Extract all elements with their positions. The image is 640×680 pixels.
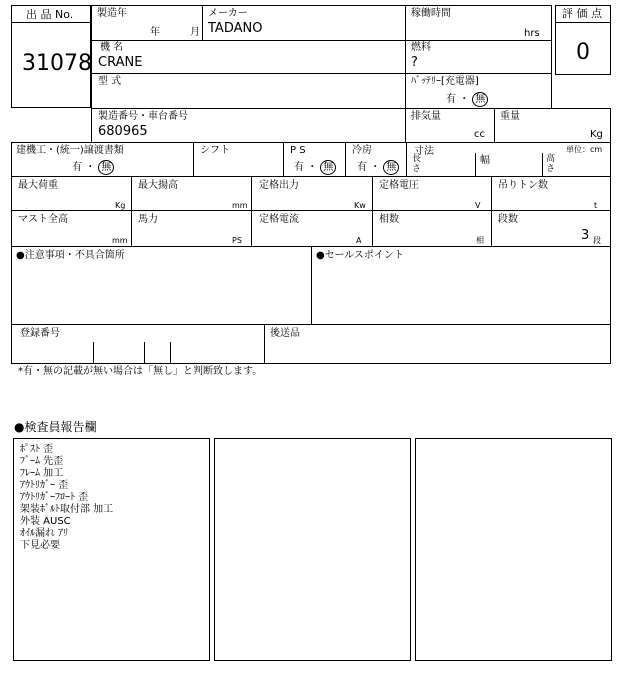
length-label: 長 さ <box>412 154 422 174</box>
report-line: ﾎﾟｽﾄ 歪 <box>20 444 54 455</box>
stages-label: 段数 <box>498 214 518 225</box>
ps-no-circled: 無 <box>320 160 336 175</box>
cooling-no-circled: 無 <box>383 160 399 175</box>
shipping-box <box>264 324 611 364</box>
battery-choice <box>446 92 488 107</box>
ps-yes: 有 <box>294 162 304 173</box>
serial-value: 680965 <box>98 124 148 139</box>
rated-voltage-label: 定格電圧 <box>379 180 419 191</box>
spec-row3-box <box>11 210 611 247</box>
report-line: ｱｳﾄﾘｶﾞｰ 歪 <box>20 480 69 491</box>
year-label: 年 <box>150 27 160 38</box>
ps-dot: ・ <box>307 162 318 173</box>
report-line: 外装 AUSC <box>20 516 71 527</box>
hours-label: 稼働時間 <box>411 8 451 19</box>
stages-value: 3 <box>581 228 590 243</box>
report-box-3 <box>415 438 612 661</box>
maker-label: メーカー <box>208 8 248 19</box>
reg-cell-2 <box>144 342 171 364</box>
fuel-value: ? <box>411 55 418 70</box>
max-lift-unit: mm <box>232 201 248 210</box>
report-box-2 <box>214 438 411 661</box>
report-line: 架装ﾎﾞﾙﾄ取付部 加工 <box>20 504 114 515</box>
max-load-label: 最大荷重 <box>18 180 58 191</box>
month-label: 月 <box>190 27 200 38</box>
phase-unit: 相 <box>476 236 484 245</box>
serial-label: 製造番号・車台番号 <box>98 111 188 122</box>
height-label: 高 さ <box>546 154 556 174</box>
rated-output-label: 定格出力 <box>259 180 299 191</box>
transfer-choice <box>72 160 114 175</box>
fuel-label: 燃料 <box>411 42 431 53</box>
cooling-yes: 有 <box>357 162 367 173</box>
transfer-label: 建機工・(統一)譲渡書類 <box>16 145 124 156</box>
battery-dot: ・ <box>459 94 470 105</box>
phase-label: 相数 <box>379 214 399 225</box>
mast-label: マスト全高 <box>18 214 68 225</box>
tonnage-label: 吊りトン数 <box>498 180 548 191</box>
rated-current-unit: A <box>356 236 362 245</box>
transfer-no-circled: 無 <box>98 160 114 175</box>
model-type-box <box>91 73 406 109</box>
maker-value: TADANO <box>208 21 263 36</box>
hp-unit: PS <box>232 236 242 245</box>
transfer-dot: ・ <box>85 162 96 173</box>
battery-label: ﾊﾞｯﾃﾘｰ[充電器] <box>411 76 479 87</box>
shipping-label: 後送品 <box>270 328 300 339</box>
dims-label: 寸法 <box>414 146 434 157</box>
weight-unit: Kg <box>590 129 603 140</box>
ps-label: P S <box>290 145 306 156</box>
model-name-value: CRANE <box>98 55 143 70</box>
transfer-yes: 有 <box>72 162 82 173</box>
report-line: ｵｲﾙ漏れ ｱﾘ <box>20 528 69 539</box>
rated-current-label: 定格電流 <box>259 214 299 225</box>
rating-value: 0 <box>576 40 590 65</box>
weight-label: 重量 <box>500 111 520 122</box>
cooling-choice <box>357 160 399 175</box>
ps-choice <box>294 160 336 175</box>
reg-cell-1 <box>93 342 145 364</box>
footnote: *有・無の記載が無い場合は「無し」と判断致します。 <box>18 366 263 377</box>
displacement-label: 排気量 <box>411 111 441 122</box>
rated-output-unit: Kw <box>354 201 366 210</box>
reg-label: 登録番号 <box>20 328 60 339</box>
report-title: ●検査員報告欄 <box>14 420 97 434</box>
max-load-unit: Kg <box>115 201 126 210</box>
max-lift-label: 最大揚高 <box>138 180 178 191</box>
report-line: 下見必要 <box>20 540 60 551</box>
model-name-label: 機 名 <box>100 42 124 53</box>
rating-label: 評 価 点 <box>562 7 602 20</box>
rated-voltage-unit: V <box>475 201 481 210</box>
cooling-dot: ・ <box>370 162 381 173</box>
lot-no-value: 31078 <box>22 51 92 76</box>
tonnage-unit: t <box>594 201 598 210</box>
dims-unit: 単位：cm <box>566 145 603 154</box>
report-line: ｱｳﾄﾘｶﾞｰﾌﾛｰﾄ 歪 <box>20 492 89 503</box>
cooling-label: 冷房 <box>352 145 372 156</box>
lot-no-label: 出 品 No. <box>26 8 74 21</box>
mast-unit: mm <box>112 236 128 245</box>
report-line: ﾌﾞｰﾑ 先歪 <box>20 456 64 467</box>
stages-unit: 段 <box>593 236 601 245</box>
battery-no-circled: 無 <box>472 92 488 107</box>
selling-label: ●セールスポイント <box>316 250 404 261</box>
width-label: 幅 <box>480 155 490 166</box>
caution-label: ●注意事項・不具合箇所 <box>16 250 125 261</box>
hp-label: 馬力 <box>138 214 158 225</box>
battery-yes: 有 <box>446 94 456 105</box>
displacement-unit: cc <box>474 129 485 140</box>
hours-unit: hrs <box>524 28 540 39</box>
mfg-year-label: 製造年 <box>97 8 127 19</box>
report-line: ﾌﾚｰﾑ 加工 <box>20 468 64 479</box>
model-type-label: 型 式 <box>98 76 122 87</box>
shift-label: シフト <box>200 145 230 156</box>
